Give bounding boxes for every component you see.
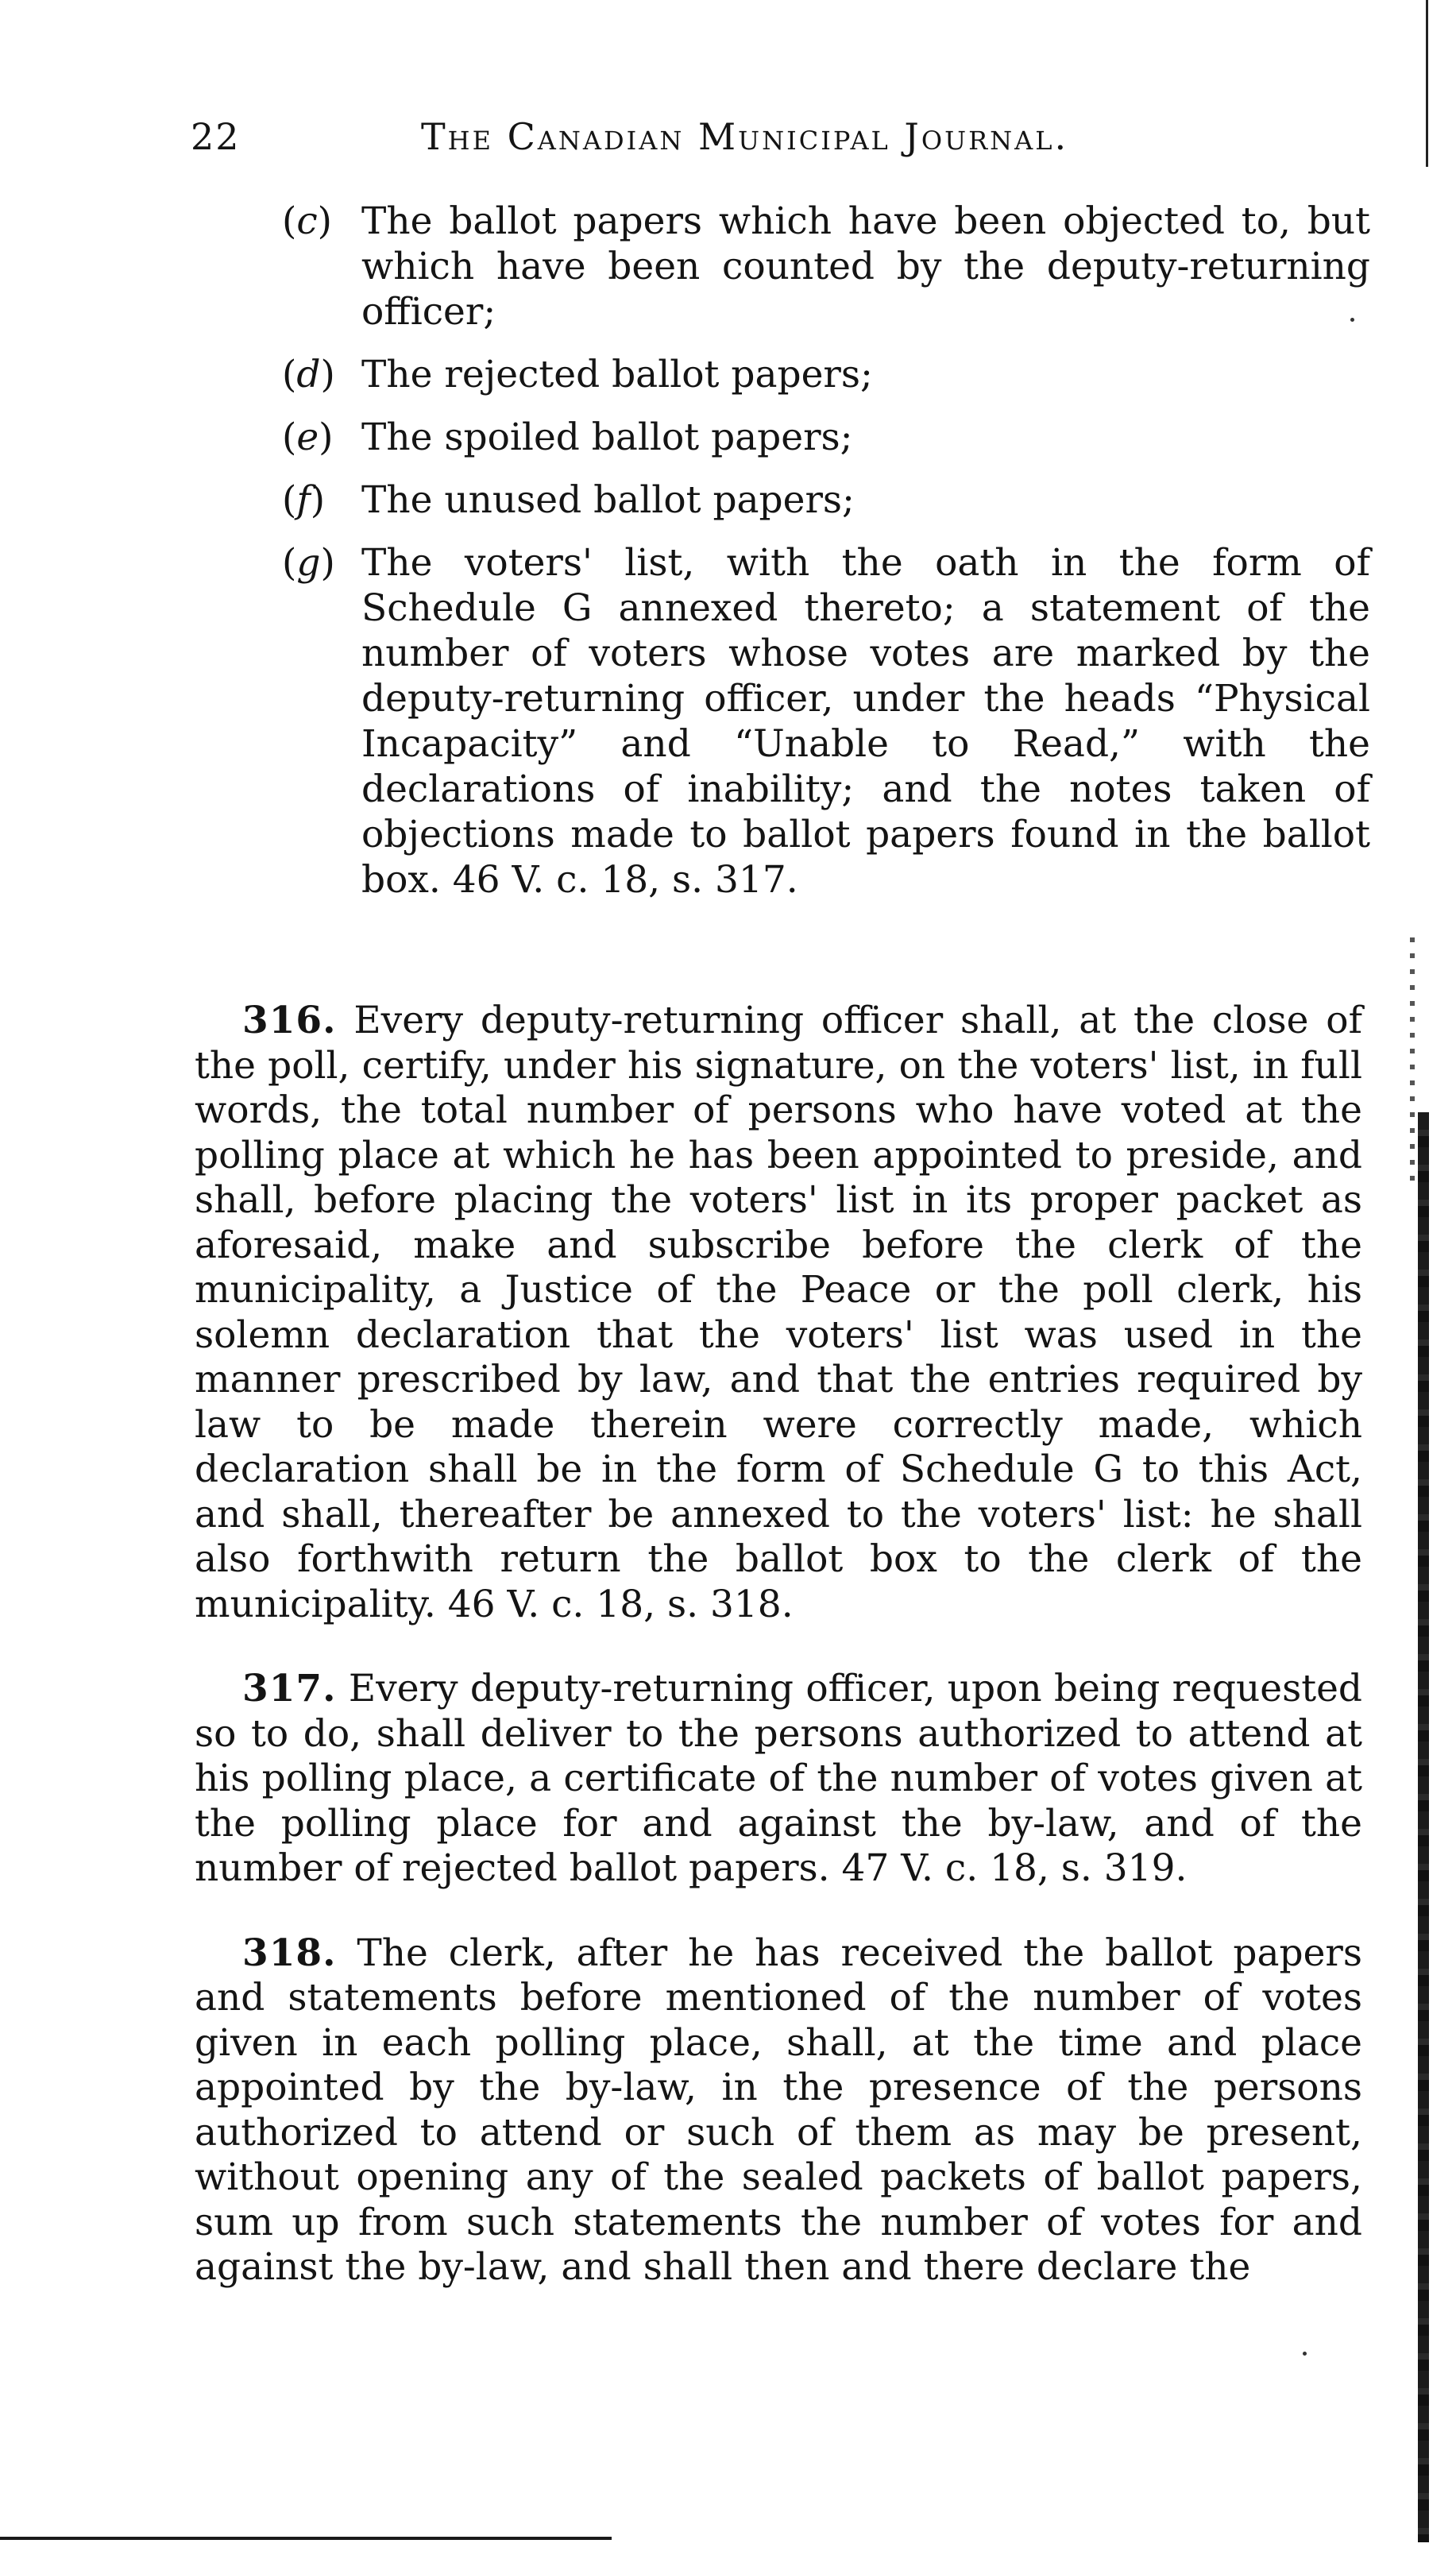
section-text: Every deputy-returning officer, upon being requested so to do, shall deliver to the persons authorized to attend at his polling place, a certificate of the number of votes given at the polling place for and against the by-law, and of the number of rejected ballot papers. 47 V. c. 18, s. 319. xyxy=(195,1667,1362,1890)
binding-edge-light xyxy=(1410,937,1415,1192)
page-header xyxy=(191,115,1350,171)
page-bottom-rule xyxy=(0,2537,612,2540)
clause-item xyxy=(282,477,1370,523)
clause-item xyxy=(282,199,1370,334)
clause-label: (c) xyxy=(282,199,333,243)
clause-text: The spoiled ballot papers; xyxy=(361,416,853,459)
section-list xyxy=(195,961,1362,2330)
clause-text: The voters' list, with the oath in the form of Schedule G annexed thereto; a statement of the number of voters whose votes are marked by the deputy-returning officer, under the heads “Physical Incapacity” and “Unable to Read,” with the declarations of inability; and the notes taken of objections made to ballot papers found in the ballot box. 46 V. c. 18, s. 317. xyxy=(361,541,1370,902)
section-317 xyxy=(195,1667,1362,1892)
clause-label: (g) xyxy=(282,541,335,585)
clause-label: (e) xyxy=(282,416,334,459)
clause-text: The rejected ballot papers; xyxy=(361,353,873,396)
page-number: 22 xyxy=(191,115,241,158)
scan-speck xyxy=(1350,318,1354,322)
scan-edge-mark xyxy=(1426,0,1428,167)
clause-label: (f) xyxy=(282,478,326,522)
section-316 xyxy=(195,999,1362,1627)
section-318 xyxy=(195,1931,1362,2290)
section-number: 316. xyxy=(242,999,337,1042)
binding-edge xyxy=(1418,1112,1429,2542)
clause-item xyxy=(282,540,1370,903)
section-number: 317. xyxy=(242,1667,337,1710)
clause-list xyxy=(282,199,1370,920)
section-text: Every deputy-returning officer shall, at the close of the poll, certify, under his signature, on the voters' list, in full words, the total number of persons who have voted at the polling place at which he has been appointed to preside, and shall, before placing the voters' list in its proper packet as aforesaid, make and subscribe before the clerk of the municipality, a Justice of the Peace or the poll clerk, his solemn declaration that the voters' list was used in the manner prescribed by law, and that the entries required by law to be made therein were correctly made, which declaration shall be in the form of Schedule G to this Act, and shall, thereafter be annexed to the voters' list: he shall also forthwith return the ballot box to the clerk of the municipality. 46 V. c. 18, s. 318. xyxy=(195,999,1362,1626)
section-text: The clerk, after he has received the ballot papers and statements before mentioned of the number of votes given in each polling place, shall, at the time and place appointed by the by-law, in the presence of the persons authorized to attend or such of them as may be present, without opening any of the sealed packets of ballot papers, sum up from such statements the number of votes for and against the by-law, and shall then and there declare the xyxy=(195,1931,1362,2289)
clause-item xyxy=(282,415,1370,460)
clause-text: The ballot papers which have been objected to, but which have been counted by the deputy-returning officer; xyxy=(361,199,1370,334)
clause-text: The unused ballot papers; xyxy=(361,478,855,522)
scan-speck xyxy=(1303,2352,1307,2356)
clause-label: (d) xyxy=(282,353,335,396)
section-number: 318. xyxy=(242,1931,337,1975)
clause-item xyxy=(282,352,1370,397)
running-title: The Canadian Municipal Journal. xyxy=(421,115,1069,158)
